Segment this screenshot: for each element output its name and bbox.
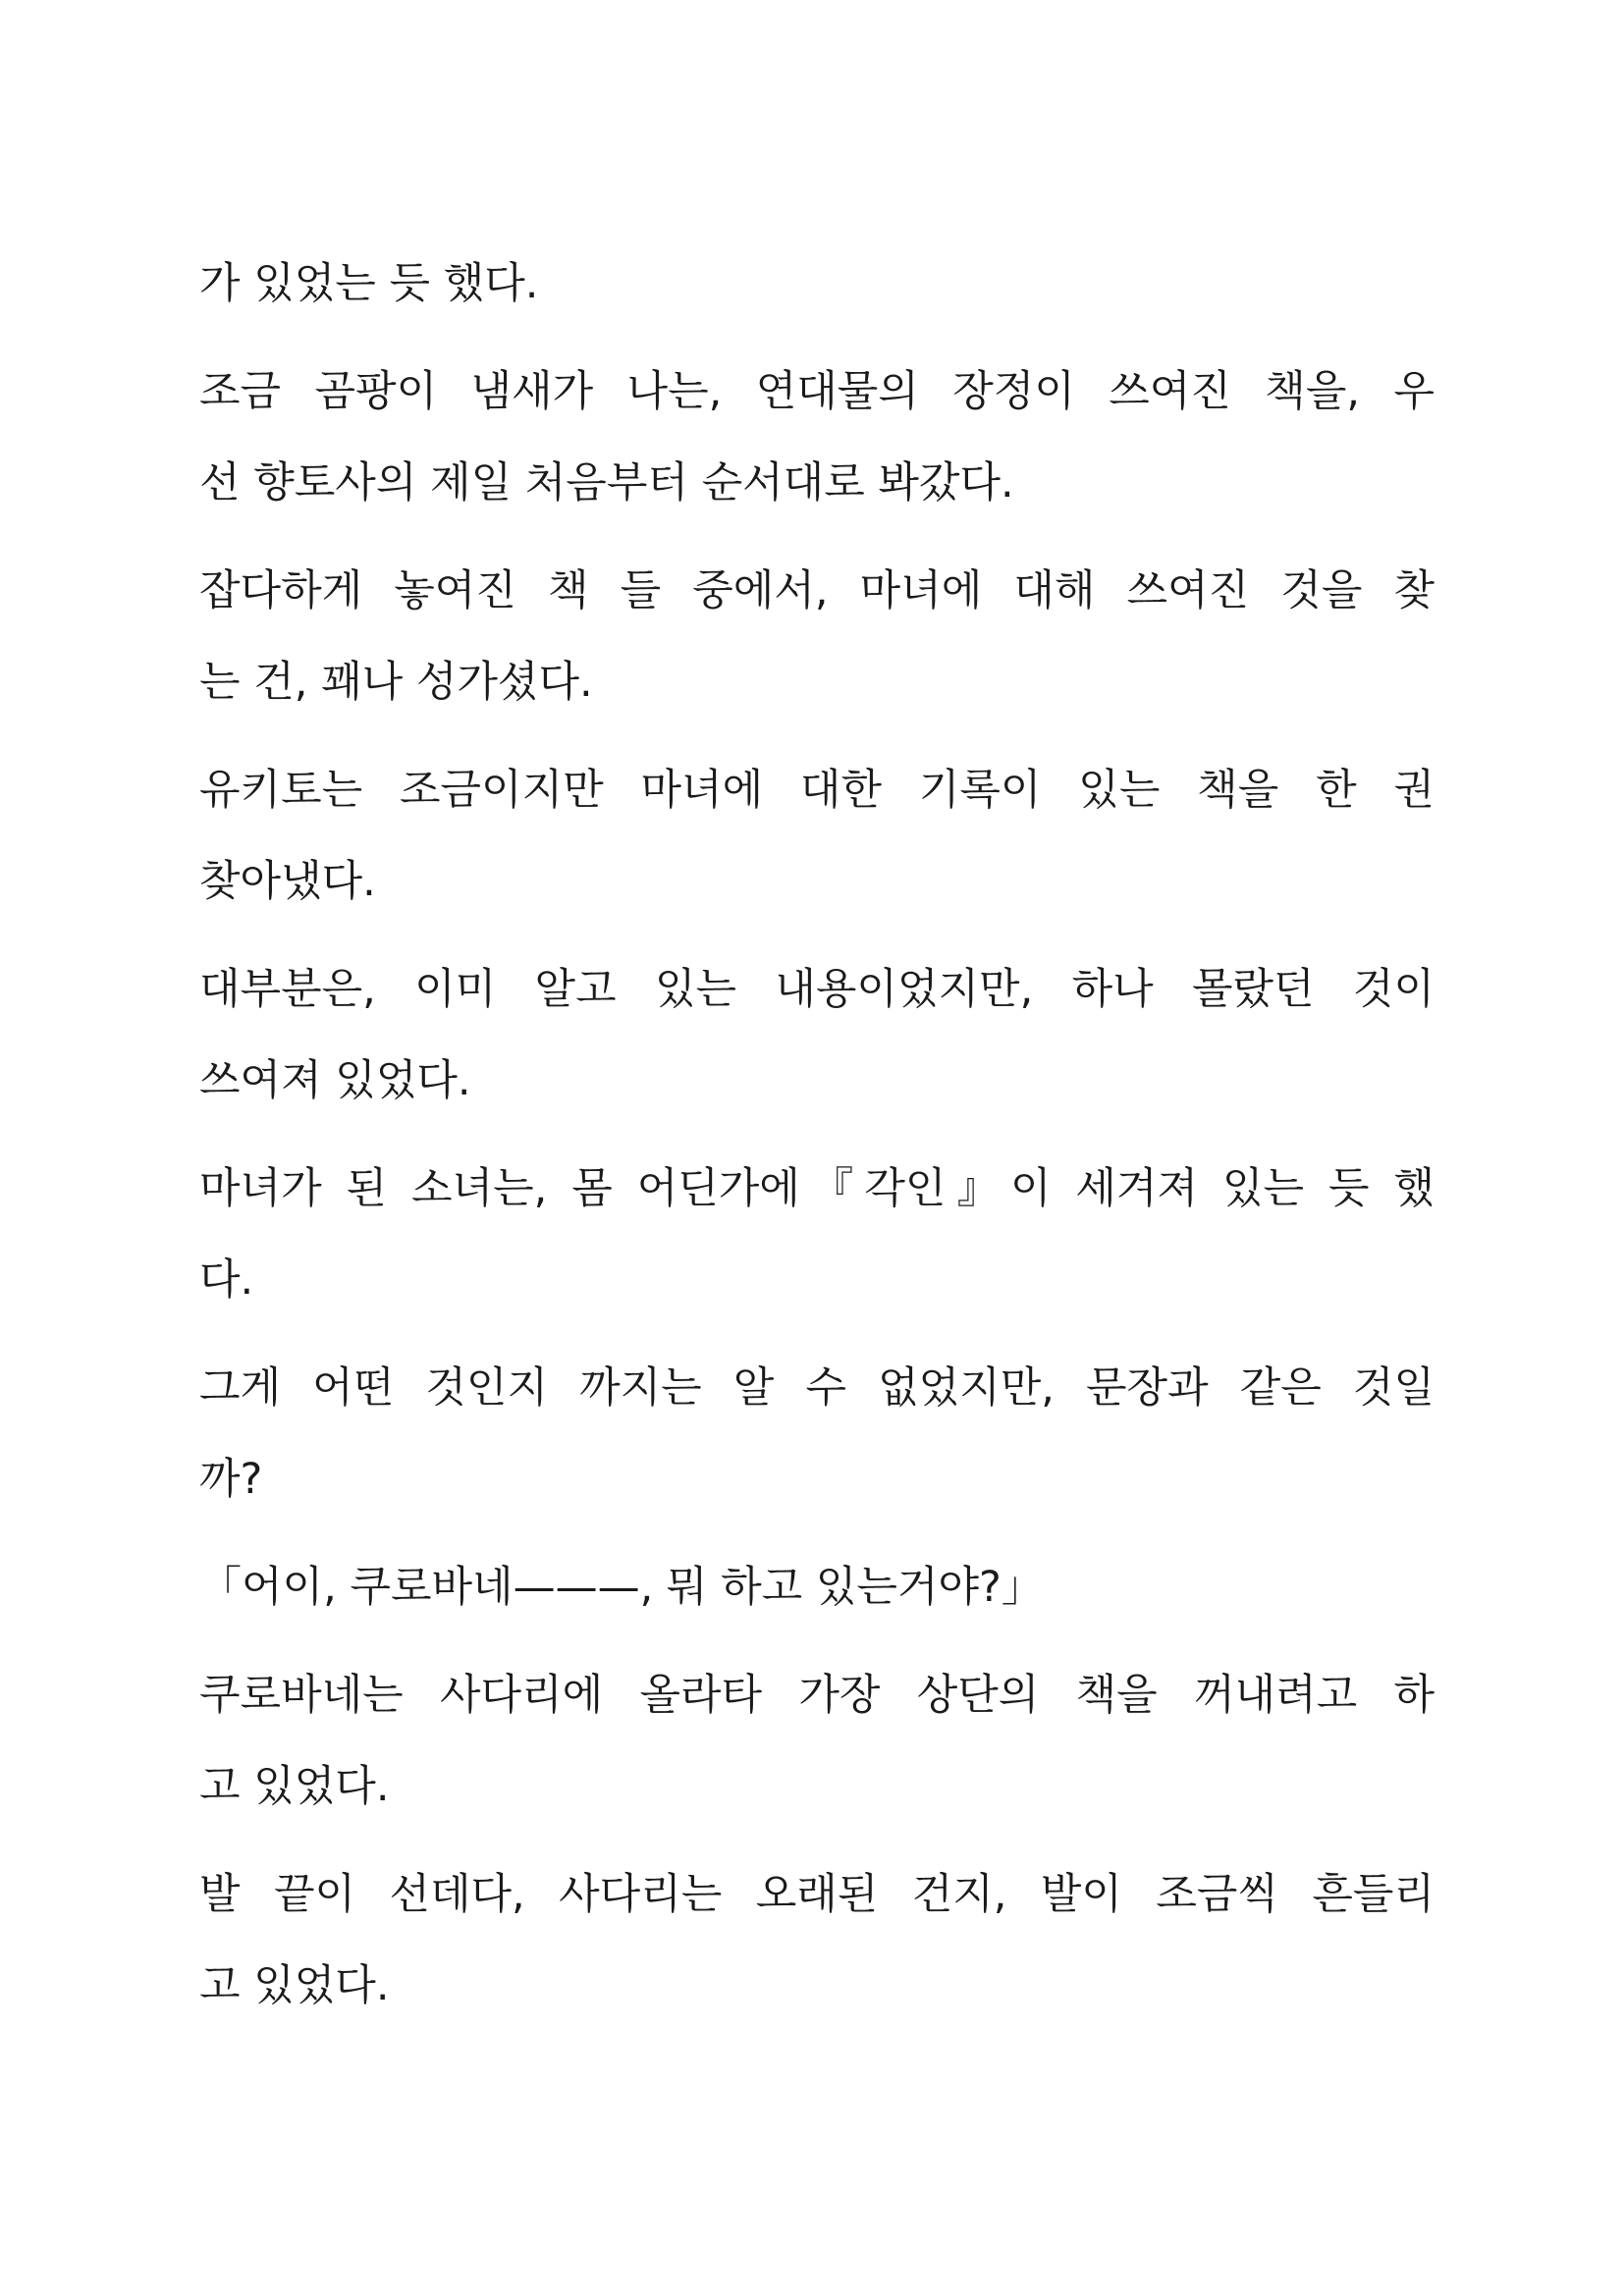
text-line: 가 있었는 듯 했다. xyxy=(199,259,539,308)
paragraph xyxy=(199,546,1435,728)
paragraph xyxy=(199,1849,1435,2032)
paragraph xyxy=(199,347,1435,529)
text-line: 는 건, 꽤나 성가셨다. xyxy=(199,658,593,707)
text-line: 쓰여져 있었다. xyxy=(199,1056,471,1105)
text-line: 고 있었다. xyxy=(199,1762,390,1811)
text-line: 「어이, 쿠로바네———, 뭐 하고 있는거야?」 xyxy=(199,1563,1044,1612)
text-line: 선 향토사의 제일 처음부터 순서대로 봐갔다. xyxy=(199,458,1014,507)
body-text xyxy=(199,239,1435,2049)
paragraph xyxy=(199,745,1435,928)
text-line: 까? xyxy=(199,1455,263,1504)
text-line: 찾아냈다. xyxy=(199,857,376,906)
paragraph xyxy=(199,944,1435,1127)
text-line: 조금 곰팡이 냄새가 나는, 연대물의 장정이 쓰여진 책을, 우 xyxy=(199,367,1435,416)
text-line: 쿠로바네는 사다리에 올라타 가장 상단의 책을 꺼내려고 하 xyxy=(199,1671,1435,1720)
paragraph xyxy=(199,239,1435,330)
text-line: 그게 어떤 것인지 까지는 알 수 없었지만, 문장과 같은 것일 xyxy=(199,1363,1435,1413)
text-line: 마녀가 된 소녀는, 몸 어딘가에『각인』이 세겨져 있는 듯 했 xyxy=(199,1164,1435,1213)
text-line: 대부분은, 이미 알고 있는 내용이었지만, 하나 몰랐던 것이 xyxy=(199,965,1435,1014)
text-line: 유키토는 조금이지만 마녀에 대한 기록이 있는 책을 한 권 xyxy=(199,766,1435,815)
text-line: 다. xyxy=(199,1255,254,1305)
text-line: 잡다하게 놓여진 책 들 중에서, 마녀에 대해 쓰여진 것을 찾 xyxy=(199,566,1435,615)
paragraph xyxy=(199,1343,1435,1525)
paragraph xyxy=(199,1650,1435,1833)
paragraph xyxy=(199,1542,1435,1633)
text-line: 발 끝이 선데다, 사다리는 오래된 건지, 발이 조금씩 흔들리 xyxy=(199,1870,1435,1919)
text-line: 고 있었다. xyxy=(199,1961,390,2010)
paragraph xyxy=(199,1144,1435,1326)
